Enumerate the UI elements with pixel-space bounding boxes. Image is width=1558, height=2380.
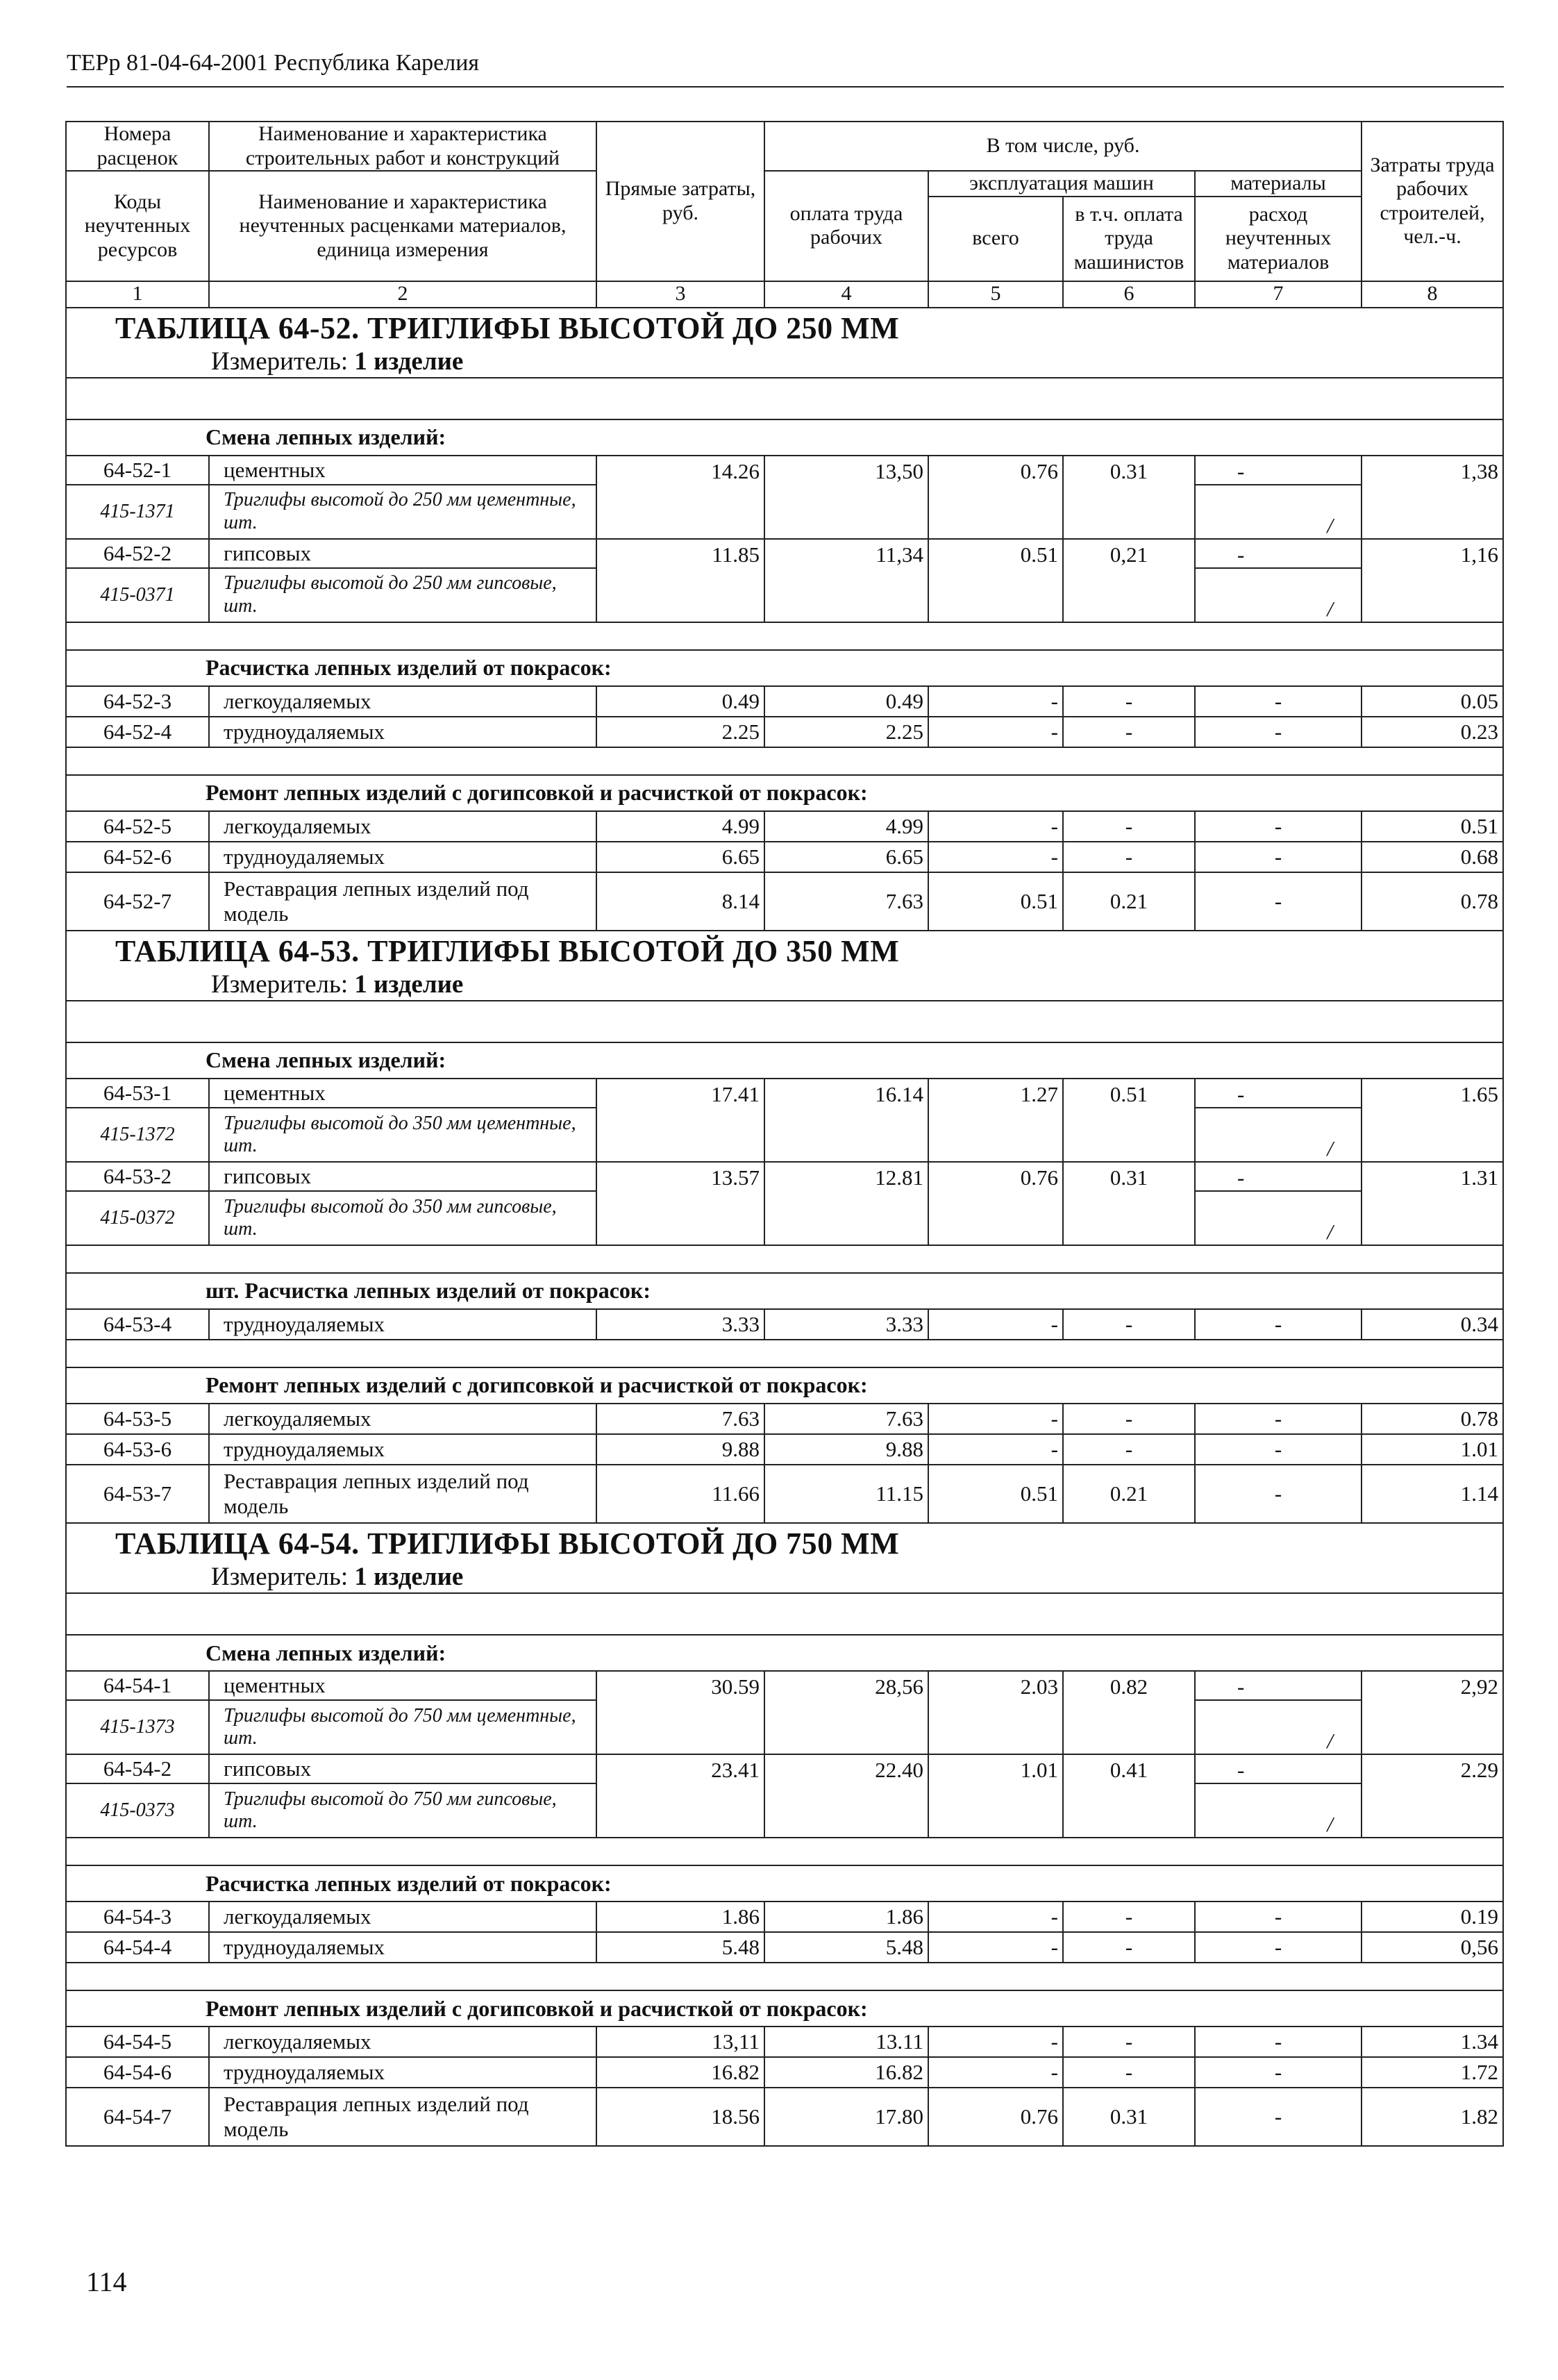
labor-cost: 1.65	[1362, 1079, 1503, 1162]
material-slash: /	[1195, 1108, 1362, 1162]
wage: 9.88	[764, 1434, 928, 1465]
rate-code: 64-54-5	[66, 2027, 209, 2057]
measure-value: 1 изделие	[354, 1563, 464, 1592]
resource-code: 415-1372	[66, 1108, 209, 1162]
rate-code: 64-52-6	[66, 842, 209, 872]
labor-cost: 0.05	[1362, 686, 1503, 717]
wage: 7.63	[764, 872, 928, 931]
rate-code: 64-53-4	[66, 1309, 209, 1340]
col-machines-header: эксплуатация машин	[928, 171, 1195, 197]
page-number: 114	[86, 2266, 127, 2297]
labor-cost: 1.14	[1362, 1465, 1503, 1523]
material-usage: -	[1195, 1901, 1362, 1932]
labor-cost: 0.34	[1362, 1309, 1503, 1340]
material-slash: /	[1195, 568, 1362, 622]
spacer-cell	[66, 747, 1503, 775]
wage: 5.48	[764, 1932, 928, 1963]
rate-code: 64-53-6	[66, 1434, 209, 1465]
spacer-row	[66, 1838, 1503, 1865]
operator-wage: 0.21	[1063, 872, 1195, 931]
operator-wage: -	[1063, 811, 1195, 842]
wage: 11.15	[764, 1465, 928, 1523]
machines-total: 0.76	[928, 1162, 1063, 1245]
material-usage: -	[1195, 1404, 1362, 1434]
table-row	[66, 1309, 1503, 1340]
machines-total: -	[928, 842, 1063, 872]
direct-costs: 8.14	[596, 872, 764, 931]
section-heading: Смена лепных изделий:	[66, 419, 1503, 456]
labor-cost: 2.29	[1362, 1754, 1503, 1838]
labor-cost: 1.01	[1362, 1434, 1503, 1465]
material-usage: -	[1195, 872, 1362, 931]
section-heading-row	[66, 1273, 1503, 1309]
measure-value: 1 изделие	[354, 347, 464, 376]
column-number-row: 1 2 3 4 5 6 7 8	[66, 281, 1503, 308]
labor-cost: 0.23	[1362, 717, 1503, 747]
operator-wage: -	[1063, 2027, 1195, 2057]
operator-wage: 0.41	[1063, 1754, 1195, 1838]
machines-total: -	[928, 1901, 1063, 1932]
wage: 2.25	[764, 717, 928, 747]
rate-code: 64-54-1	[66, 1671, 209, 1700]
section-heading: Расчистка лепных изделий от покрасок:	[66, 1865, 1503, 1901]
rate-code: 64-54-3	[66, 1901, 209, 1932]
direct-costs: 18.56	[596, 2088, 764, 2146]
machines-total: 0.51	[928, 872, 1063, 931]
resource-code: 415-0371	[66, 568, 209, 622]
operator-wage: -	[1063, 1932, 1195, 1963]
direct-costs: 23.41	[596, 1754, 764, 1838]
direct-costs: 11.66	[596, 1465, 764, 1523]
col-rate-numbers-header: Номера расценок	[66, 122, 209, 171]
spacer-row	[66, 622, 1503, 650]
col-labor-header: Затраты труда рабочих строителей, чел.-ч.	[1362, 122, 1503, 281]
operator-wage: -	[1063, 2057, 1195, 2088]
operator-wage: -	[1063, 1901, 1195, 1932]
table-row	[66, 1434, 1503, 1465]
rate-code: 64-53-2	[66, 1162, 209, 1191]
table-row	[66, 1671, 1503, 1700]
col-work-name-header: Наименование и характеристика строительных работ и конструкций	[209, 122, 596, 171]
material-usage: -	[1195, 811, 1362, 842]
machines-total: -	[928, 1434, 1063, 1465]
rate-code: 64-53-5	[66, 1404, 209, 1434]
section-heading: Ремонт лепных изделий с догипсовкой и расчисткой от покрасок:	[66, 1990, 1503, 2027]
spacer-row	[66, 1963, 1503, 1990]
table-row	[66, 539, 1503, 568]
spacer-row	[66, 1001, 1503, 1042]
wage: 22.40	[764, 1754, 928, 1838]
operator-wage: -	[1063, 1434, 1195, 1465]
wage: 1.86	[764, 1901, 928, 1932]
machines-total: -	[928, 2027, 1063, 2057]
labor-cost: 1,38	[1362, 456, 1503, 539]
rates-table	[65, 121, 1504, 2147]
section-heading-row	[66, 419, 1503, 456]
work-name: трудноудаляемых	[209, 1932, 596, 1963]
resource-name: Триглифы высотой до 350 мм гипсовые, шт.	[209, 1191, 596, 1245]
rate-code: 64-52-2	[66, 539, 209, 568]
table-row	[66, 2027, 1503, 2057]
material-usage: -	[1195, 842, 1362, 872]
operator-wage: 0.31	[1063, 2088, 1195, 2146]
labor-cost: 0.51	[1362, 811, 1503, 842]
material-usage: -	[1195, 1434, 1362, 1465]
work-name: Реставрация лепных изделий под модель	[209, 2088, 596, 2146]
table-row	[66, 842, 1503, 872]
machines-total: 0.51	[928, 539, 1063, 622]
operator-wage: 0.51	[1063, 1079, 1195, 1162]
labor-cost: 0.78	[1362, 872, 1503, 931]
work-name: легкоудаляемых	[209, 1404, 596, 1434]
material-usage: -	[1195, 1671, 1362, 1700]
direct-costs: 1.86	[596, 1901, 764, 1932]
measure-label: Измеритель:	[211, 970, 349, 999]
table-title: ТАБЛИЦА 64-53. ТРИГЛИФЫ ВЫСОТОЙ ДО 350 ММ	[115, 933, 900, 968]
labor-cost: 0.68	[1362, 842, 1503, 872]
wage: 3.33	[764, 1309, 928, 1340]
section-heading: шт. Расчистка лепных изделий от покрасок:	[66, 1273, 1503, 1309]
rate-code: 64-52-5	[66, 811, 209, 842]
direct-costs: 16.82	[596, 2057, 764, 2088]
work-name: трудноудаляемых	[209, 1434, 596, 1465]
table-row	[66, 872, 1503, 931]
direct-costs: 17.41	[596, 1079, 764, 1162]
header-rule	[67, 86, 1504, 88]
work-name: легкоудаляемых	[209, 1901, 596, 1932]
spacer-row	[66, 1593, 1503, 1635]
spacer-cell	[66, 1963, 1503, 1990]
material-slash: /	[1195, 1700, 1362, 1754]
work-name: цементных	[209, 1079, 596, 1108]
machines-total: 2.03	[928, 1671, 1063, 1754]
wage: 16.82	[764, 2057, 928, 2088]
table-title: ТАБЛИЦА 64-52. ТРИГЛИФЫ ВЫСОТОЙ ДО 250 ММ	[115, 310, 900, 345]
labor-cost: 0.19	[1362, 1901, 1503, 1932]
operator-wage: -	[1063, 686, 1195, 717]
rate-code: 64-54-7	[66, 2088, 209, 2146]
measure-label: Измеритель:	[211, 1563, 349, 1592]
table-row	[66, 1901, 1503, 1932]
machines-total: -	[928, 717, 1063, 747]
material-usage: -	[1195, 1309, 1362, 1340]
operator-wage: -	[1063, 842, 1195, 872]
col-operator-wage-header: в т.ч. оплата труда машинистов	[1063, 197, 1195, 281]
spacer-cell	[66, 1340, 1503, 1367]
table-title-block	[66, 1523, 1503, 1593]
document-header: ТЕРр 81-04-64-2001 Республика Карелия	[67, 50, 480, 76]
rate-code: 64-54-2	[66, 1754, 209, 1783]
resource-name: Триглифы высотой до 250 мм гипсовые, шт.	[209, 568, 596, 622]
direct-costs: 13.57	[596, 1162, 764, 1245]
section-heading-row	[66, 1042, 1503, 1079]
table-row	[66, 686, 1503, 717]
col-materials-header: материалы	[1195, 171, 1362, 197]
section-heading: Расчистка лепных изделий от покрасок:	[66, 650, 1503, 686]
table-measure	[115, 970, 1502, 1000]
table-row	[66, 2088, 1503, 2146]
direct-costs: 0.49	[596, 686, 764, 717]
work-name: трудноудаляемых	[209, 2057, 596, 2088]
section-heading-row	[66, 775, 1503, 811]
wage: 17.80	[764, 2088, 928, 2146]
labor-cost: 0.78	[1362, 1404, 1503, 1434]
operator-wage: 0,21	[1063, 539, 1195, 622]
material-usage: -	[1195, 717, 1362, 747]
rate-code: 64-53-1	[66, 1079, 209, 1108]
col-material-usage-header: расход неучтенных материалов	[1195, 197, 1362, 281]
direct-costs: 11.85	[596, 539, 764, 622]
direct-costs: 9.88	[596, 1434, 764, 1465]
work-name: гипсовых	[209, 1754, 596, 1783]
table-title-block	[66, 308, 1503, 378]
operator-wage: 0.31	[1063, 1162, 1195, 1245]
resource-name: Триглифы высотой до 750 мм гипсовые, шт.	[209, 1783, 596, 1838]
machines-total: 0.76	[928, 2088, 1063, 2146]
table-row	[66, 2057, 1503, 2088]
rate-code: 64-52-7	[66, 872, 209, 931]
wage: 0.49	[764, 686, 928, 717]
resource-name: Триглифы высотой до 250 мм цементные, шт.	[209, 485, 596, 539]
operator-wage: -	[1063, 1404, 1195, 1434]
labor-cost: 1,16	[1362, 539, 1503, 622]
work-name: легкоудаляемых	[209, 686, 596, 717]
material-slash: /	[1195, 485, 1362, 539]
table-row	[66, 811, 1503, 842]
spacer-cell	[66, 1838, 1503, 1865]
col-material-name-header: Наименование и характеристика неучтенных расценками материалов, единица измерения	[209, 171, 596, 281]
wage: 11,34	[764, 539, 928, 622]
material-usage: -	[1195, 2057, 1362, 2088]
material-slash: /	[1195, 1783, 1362, 1838]
table-row	[66, 1932, 1503, 1963]
spacer-cell	[66, 1593, 1503, 1635]
table-title-block	[66, 931, 1503, 1001]
material-usage: -	[1195, 1932, 1362, 1963]
work-name: Реставрация лепных изделий под модель	[209, 1465, 596, 1523]
spacer-cell	[66, 622, 1503, 650]
wage: 13,50	[764, 456, 928, 539]
section-heading-row	[66, 1367, 1503, 1404]
rate-code: 64-52-4	[66, 717, 209, 747]
resource-code: 415-1371	[66, 485, 209, 539]
direct-costs: 14.26	[596, 456, 764, 539]
wage: 13.11	[764, 2027, 928, 2057]
direct-costs: 7.63	[596, 1404, 764, 1434]
column-header-row	[66, 122, 1503, 171]
rate-code: 64-53-7	[66, 1465, 209, 1523]
wage: 7.63	[764, 1404, 928, 1434]
machines-total: 0.76	[928, 456, 1063, 539]
wage: 4.99	[764, 811, 928, 842]
rate-code: 64-52-1	[66, 456, 209, 485]
work-name: легкоудаляемых	[209, 811, 596, 842]
work-name: трудноудаляемых	[209, 1309, 596, 1340]
table-measure	[115, 347, 1502, 377]
section-heading: Ремонт лепных изделий с догипсовкой и расчисткой от покрасок:	[66, 775, 1503, 811]
work-name: гипсовых	[209, 1162, 596, 1191]
table-row	[66, 717, 1503, 747]
table-row	[66, 1465, 1503, 1523]
work-name: гипсовых	[209, 539, 596, 568]
direct-costs: 13,11	[596, 2027, 764, 2057]
table-row	[66, 1079, 1503, 1108]
material-slash: /	[1195, 1191, 1362, 1245]
machines-total: -	[928, 811, 1063, 842]
machines-total: -	[928, 2057, 1063, 2088]
table-measure	[115, 1563, 1502, 1592]
table-row	[66, 1404, 1503, 1434]
work-name: трудноудаляемых	[209, 842, 596, 872]
material-usage: -	[1195, 2088, 1362, 2146]
material-usage: -	[1195, 2027, 1362, 2057]
operator-wage: 0.21	[1063, 1465, 1195, 1523]
rate-code: 64-54-4	[66, 1932, 209, 1963]
material-usage: -	[1195, 1162, 1362, 1191]
spacer-row	[66, 747, 1503, 775]
material-usage: -	[1195, 1754, 1362, 1783]
table-title-row	[66, 931, 1503, 1001]
wage: 28,56	[764, 1671, 928, 1754]
measure-label: Измеритель:	[211, 347, 349, 376]
machines-total: 1.27	[928, 1079, 1063, 1162]
resource-code: 415-0372	[66, 1191, 209, 1245]
resource-name: Триглифы высотой до 350 мм цементные, шт.	[209, 1108, 596, 1162]
work-name: легкоудаляемых	[209, 2027, 596, 2057]
direct-costs: 5.48	[596, 1932, 764, 1963]
labor-cost: 1.82	[1362, 2088, 1503, 2146]
wage: 6.65	[764, 842, 928, 872]
direct-costs: 30.59	[596, 1671, 764, 1754]
operator-wage: 0.31	[1063, 456, 1195, 539]
spacer-cell	[66, 1245, 1503, 1273]
section-heading: Смена лепных изделий:	[66, 1042, 1503, 1079]
table-row	[66, 1754, 1503, 1783]
machines-total: -	[928, 1932, 1063, 1963]
work-name: цементных	[209, 1671, 596, 1700]
labor-cost: 2,92	[1362, 1671, 1503, 1754]
spacer-cell	[66, 1001, 1503, 1042]
table-title-row	[66, 1523, 1503, 1593]
table-title: ТАБЛИЦА 64-54. ТРИГЛИФЫ ВЫСОТОЙ ДО 750 ММ	[115, 1526, 900, 1561]
direct-costs: 3.33	[596, 1309, 764, 1340]
table-title-row	[66, 308, 1503, 378]
resource-code: 415-0373	[66, 1783, 209, 1838]
labor-cost: 0,56	[1362, 1932, 1503, 1963]
wage: 12.81	[764, 1162, 928, 1245]
direct-costs: 4.99	[596, 811, 764, 842]
measure-value: 1 изделие	[354, 970, 464, 999]
labor-cost: 1.31	[1362, 1162, 1503, 1245]
col-group-header: В том числе, руб.	[764, 122, 1362, 171]
table-row	[66, 456, 1503, 485]
machines-total: -	[928, 686, 1063, 717]
machines-total: 1.01	[928, 1754, 1063, 1838]
resource-name: Триглифы высотой до 750 мм цементные, шт.	[209, 1700, 596, 1754]
col-resource-codes-header: Коды неучтенных ресурсов	[66, 171, 209, 281]
rate-code: 64-54-6	[66, 2057, 209, 2088]
wage: 16.14	[764, 1079, 928, 1162]
spacer-cell	[66, 378, 1503, 419]
section-heading: Смена лепных изделий:	[66, 1635, 1503, 1671]
material-usage: -	[1195, 456, 1362, 485]
col-wage-header: оплата труда рабочих	[764, 171, 928, 281]
material-usage: -	[1195, 1079, 1362, 1108]
section-heading-row	[66, 1990, 1503, 2027]
rate-code: 64-52-3	[66, 686, 209, 717]
material-usage: -	[1195, 1465, 1362, 1523]
material-usage: -	[1195, 686, 1362, 717]
section-heading-row	[66, 1635, 1503, 1671]
operator-wage: 0.82	[1063, 1671, 1195, 1754]
col-machines-total-header: всего	[928, 197, 1063, 281]
section-heading-row	[66, 650, 1503, 686]
resource-code: 415-1373	[66, 1700, 209, 1754]
spacer-row	[66, 378, 1503, 419]
work-name: Реставрация лепных изделий под модель	[209, 872, 596, 931]
section-heading-row	[66, 1865, 1503, 1901]
operator-wage: -	[1063, 717, 1195, 747]
section-heading: Ремонт лепных изделий с догипсовкой и расчисткой от покрасок:	[66, 1367, 1503, 1404]
direct-costs: 2.25	[596, 717, 764, 747]
spacer-row	[66, 1245, 1503, 1273]
operator-wage: -	[1063, 1309, 1195, 1340]
spacer-row	[66, 1340, 1503, 1367]
table-row	[66, 1162, 1503, 1191]
labor-cost: 1.72	[1362, 2057, 1503, 2088]
machines-total: -	[928, 1404, 1063, 1434]
work-name: цементных	[209, 456, 596, 485]
material-usage: -	[1195, 539, 1362, 568]
col-direct-costs-header: Прямые затраты, руб.	[596, 122, 764, 281]
labor-cost: 1.34	[1362, 2027, 1503, 2057]
machines-total: 0.51	[928, 1465, 1063, 1523]
machines-total: -	[928, 1309, 1063, 1340]
work-name: трудноудаляемых	[209, 717, 596, 747]
direct-costs: 6.65	[596, 842, 764, 872]
